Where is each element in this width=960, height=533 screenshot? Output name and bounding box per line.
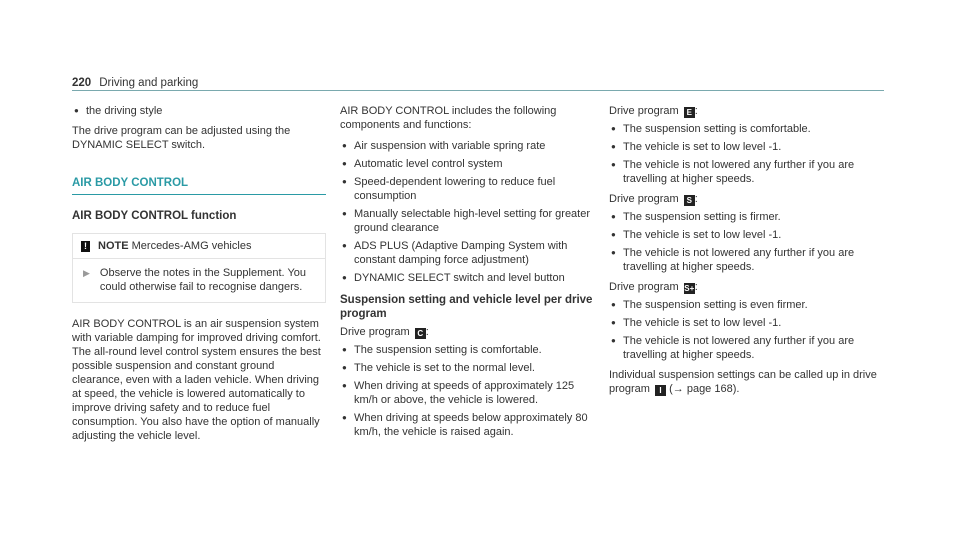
drive-program-individual-icon: I	[655, 385, 666, 396]
column-right	[609, 104, 884, 403]
drive-program-label: Drive program	[609, 105, 679, 117]
drive-program-label: Drive program	[609, 193, 679, 205]
list-item: ● Automatic level control system	[340, 157, 600, 171]
list-item: ● The suspension setting is firmer.	[609, 210, 884, 224]
list-item: ● The vehicle is set to low level -1.	[609, 316, 884, 330]
list-item: ● Speed-dependent lowering to reduce fuel consumption	[340, 175, 600, 203]
list-item: ● ADS PLUS (Adaptive Damping System with constant damping force adjustment)	[340, 239, 600, 267]
program-list	[609, 210, 884, 274]
drive-program-e-icon: E	[684, 107, 695, 118]
note-text: Observe the notes in the Supplement. You could otherwise fail to recognise dangers.	[99, 267, 307, 293]
drive-program-label: Drive program	[340, 326, 410, 338]
drive-program-label: Drive program	[609, 281, 679, 293]
drive-program-c-icon: C	[415, 328, 426, 339]
list-item: ● The suspension setting is comfortable.	[340, 343, 600, 357]
list-item: ● The vehicle is set to the normal level.	[340, 361, 600, 375]
note-title: Mercedes-AMG vehicles	[131, 240, 252, 252]
list-item: ● The vehicle is not lowered any further if you are travelling at higher speeds.	[609, 334, 884, 362]
drive-program-line: Drive program S :	[609, 193, 698, 205]
list-item: ● The vehicle is not lowered any further if you are travelling at higher speeds.	[609, 246, 884, 274]
component-list	[340, 139, 600, 285]
drive-program-s-plus-icon: S+	[684, 284, 695, 293]
paragraph	[609, 368, 884, 396]
paragraph: AIR BODY CONTROL includes the following components and functions:	[340, 105, 557, 131]
note-title-line	[98, 239, 251, 253]
warning-icon: !	[81, 241, 90, 252]
page-header	[72, 75, 884, 91]
top-bullet-list	[72, 104, 326, 118]
note-label: NOTE	[98, 240, 129, 252]
page-ref-arrow: (→	[669, 383, 684, 395]
paragraph: AIR BODY CONTROL is an air suspension system with variable damping for improved driving comfort. The all-round level control system ensures the best possible suspension and constant ground clearance, even with a laden vehicle. When driving at speed, the vehicle is lowered automatically to improve driving safety and to reduce fuel consumption. You also have the option of manually adjusting the vehicle level.	[72, 318, 321, 442]
column-left	[72, 104, 326, 450]
paragraph: The drive program can be adjusted using the DYNAMIC SELECT switch.	[72, 125, 291, 151]
page-reference-link[interactable]: page 168).	[686, 383, 740, 395]
list-item: ● The vehicle is not lowered any further if you are travelling at higher speeds.	[609, 158, 884, 186]
drive-program-line: Drive program E :	[609, 105, 698, 117]
list-item: ● Manually selectable high-level setting for greater ground clearance	[340, 207, 600, 235]
list-item: ● The vehicle is set to low level -1.	[609, 140, 884, 154]
list-item: ● The vehicle is set to low level -1.	[609, 228, 884, 242]
note-body	[73, 259, 325, 302]
note-header	[73, 234, 325, 259]
column-middle	[340, 104, 600, 445]
drive-program-line: Drive program C :	[340, 326, 429, 338]
list-item: ● When driving at speeds below approximately 80 km/h, the vehicle is raised again.	[340, 411, 600, 439]
subsection-title: Suspension setting and vehicle level per drive program	[340, 294, 593, 320]
section-title: AIR BODY CONTROL	[72, 176, 326, 195]
program-list	[340, 343, 600, 439]
drive-program-line: Drive program S+:	[609, 281, 698, 293]
list-item: ● Air suspension with variable spring rate	[340, 139, 600, 153]
subsection-title: AIR BODY CONTROL function	[72, 210, 237, 222]
page-number: 220	[72, 77, 92, 89]
program-list	[609, 298, 884, 362]
list-item: ● The suspension setting is comfortable.	[609, 122, 884, 136]
page-heading: Driving and parking	[99, 77, 199, 89]
list-item: ● the driving style	[72, 104, 326, 118]
program-list	[609, 122, 884, 186]
arrow-right-icon: ▶	[83, 268, 90, 278]
drive-program-s-icon: S	[684, 195, 695, 206]
list-item: ● DYNAMIC SELECT switch and level button	[340, 271, 600, 285]
note-box	[72, 233, 326, 303]
final-text: Individual suspension settings can be called up in drive program	[609, 369, 877, 395]
list-item: ● The suspension setting is even firmer.	[609, 298, 884, 312]
list-item: ● When driving at speeds of approximately 125 km/h or above, the vehicle is lowered.	[340, 379, 600, 407]
